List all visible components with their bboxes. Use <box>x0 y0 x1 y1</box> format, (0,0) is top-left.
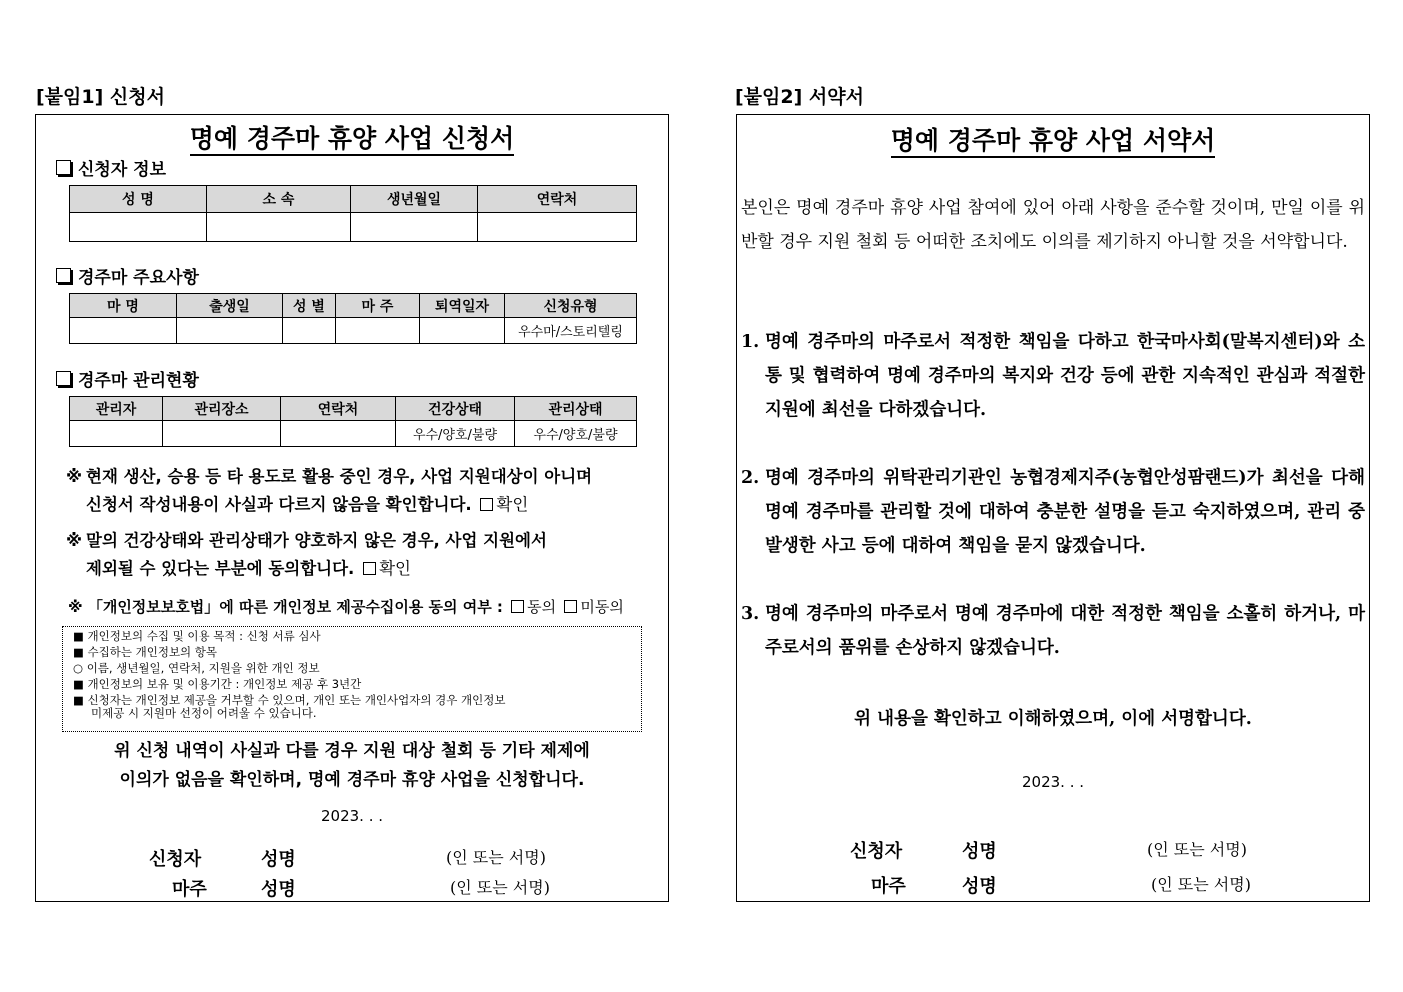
col-header: 연락처 <box>281 397 396 421</box>
input-cell-manager-contact[interactable] <box>281 421 396 447</box>
application-title: 명예 경주마 휴양 사업 신청서 <box>36 119 668 155</box>
section-applicant-info <box>56 155 166 180</box>
col-header: 성 명 <box>70 186 207 213</box>
sig-stamp[interactable]: (인 또는 서명) <box>1147 840 1247 859</box>
privacy-line: ■ 수집하는 개인정보의 항목 <box>73 645 218 659</box>
col-header: 마 주 <box>336 294 420 318</box>
pledge-item-3: 3. 명예 경주마의 마주로서 명예 경주마에 대한 적정한 책임을 소홀히 하거나, 마주로서의 품위를 손상하지 않겠습니다. <box>741 604 1365 658</box>
pledge-item-1: 1. 명예 경주마의 마주로서 적정한 책임을 다하고 한국마사회(말복지센터)와 소통 및 협력하여 명예 경주마의 복지와 건강 등에 관한 지속적인 관심과 적절한 지원에 최선을 다하겠습니다. <box>741 332 1365 420</box>
privacy-line: ■ 개인정보의 수집 및 이용 목적 : 신청 서류 심사 <box>73 629 321 643</box>
agree-checkbox[interactable] <box>511 600 524 613</box>
note-line: 신청서 작성내용이 사실과 다르지 않음을 확인합니다. <box>86 495 472 514</box>
section-horse-details <box>56 263 199 288</box>
pledge-confirm: 위 내용을 확인하고 이해하였으며, 이에 서명합니다. <box>854 709 1252 729</box>
sig-field: 성명 <box>261 849 296 870</box>
note-line: 현재 생산, 승용 등 타 용도로 활용 중인 경우, 사업 지원대상이 아니며 <box>86 467 593 486</box>
sig-field: 성명 <box>962 841 997 862</box>
input-cell-name[interactable] <box>70 213 207 242</box>
col-header: 마 명 <box>70 294 177 318</box>
confirm-label: 확인 <box>496 495 529 514</box>
note-2: ※ 말의 건강상태와 관리상태가 양호하지 않은 경우, 사업 지원에서 제외될 수 있다는 부분에 동의합니다. 확인 <box>66 527 656 583</box>
input-cell-status[interactable]: 우수/양호/불량 <box>515 421 637 447</box>
date-line: 2023. . . <box>320 807 383 825</box>
pledge-intro: 본인은 명예 경주마 휴양 사업 참여에 있어 아래 사항을 준수할 것이며, 만일 이를 위반할 경우 지원 철회 등 어떠한 조치에도 이의를 제기하지 아니할 것을 서약합니다. <box>741 198 1365 252</box>
note-line: 말의 건강상태와 관리상태가 양호하지 않은 경우, 사업 지원에서 <box>86 531 547 550</box>
signature-owner <box>737 872 1371 897</box>
col-header: 성 별 <box>283 294 336 318</box>
checkbox-bullet-icon <box>56 160 71 175</box>
consent-text: 「개인정보보호법」에 따른 개인정보 제공수집이용 동의 여부 : <box>87 598 503 616</box>
pledge-form <box>736 114 1370 902</box>
attachment-label-2: [붙임2] 서약서 <box>735 86 864 108</box>
note-line: 제외될 수 있다는 부분에 동의합니다. <box>86 559 355 578</box>
input-cell-manager[interactable] <box>70 421 163 447</box>
col-header: 관리상태 <box>515 397 637 421</box>
confirm-checkbox[interactable] <box>363 562 376 575</box>
signature-owner <box>36 875 670 900</box>
sig-role: 마주 <box>172 879 207 900</box>
signature-applicant <box>36 845 670 870</box>
col-header: 신청유형 <box>505 294 637 318</box>
confirm-checkbox[interactable] <box>480 498 493 511</box>
col-header: 건강상태 <box>396 397 515 421</box>
sig-stamp[interactable]: (인 또는 서명) <box>1151 875 1251 894</box>
col-header: 생년월일 <box>351 186 478 213</box>
input-cell-retire-date[interactable] <box>420 318 505 344</box>
sig-stamp[interactable]: (인 또는 서명) <box>450 878 550 897</box>
privacy-info-box <box>62 626 642 732</box>
input-cell-contact[interactable] <box>478 213 637 242</box>
attachment-label-1: [붙임1] 신청서 <box>36 86 165 108</box>
privacy-line: ■ 개인정보의 보유 및 이용기간 : 개인정보 제공 후 3년간 <box>73 677 362 691</box>
declaration: 위 신청 내역이 사실과 다를 경우 지원 대상 철회 등 기타 제제에 이의가 없음을 확인하며, 명예 경주마 휴양 사업을 신청합니다. <box>114 741 590 790</box>
sig-field: 성명 <box>261 879 296 900</box>
checkbox-bullet-icon <box>56 268 71 283</box>
sig-stamp[interactable]: (인 또는 서명) <box>446 848 546 867</box>
disagree-checkbox[interactable] <box>564 600 577 613</box>
col-header: 출생일 <box>177 294 283 318</box>
input-cell-application-type[interactable]: 우수마/스토리텔링 <box>505 318 637 344</box>
privacy-consent: ※ 「개인정보보호법」에 따른 개인정보 제공수집이용 동의 여부 : 동의 미동의 <box>68 598 624 616</box>
col-header: 관리자 <box>70 397 163 421</box>
input-cell-owner[interactable] <box>336 318 420 344</box>
privacy-line: ■ 신청자는 개인정보 제공을 거부할 수 있으며, 개인 또는 개인사업자의 경우 개인정보 <box>73 693 506 707</box>
input-cell-affiliation[interactable] <box>207 213 351 242</box>
agree-label: 동의 <box>527 598 557 616</box>
horse-table <box>69 293 637 344</box>
col-header: 퇴역일자 <box>420 294 505 318</box>
checkbox-bullet-icon <box>56 371 71 386</box>
sig-role: 신청자 <box>149 849 202 870</box>
input-cell-location[interactable] <box>163 421 281 447</box>
input-cell-horse-name[interactable] <box>70 318 177 344</box>
input-cell-birthdate[interactable] <box>351 213 478 242</box>
pledge-item-2: 2. 명예 경주마의 위탁관리기관인 농협경제지주(농협안성팜랜드)가 최선을 다해 명예 경주마를 관리할 것에 대하여 충분한 설명을 듣고 숙지하였으며, 관리 중 발생한 사고 등에 대하여 책임을 묻지 않겠습니다. <box>741 468 1365 556</box>
management-table <box>69 396 637 447</box>
pledge-title: 명예 경주마 휴양 사업 서약서 <box>737 121 1369 157</box>
signature-applicant <box>737 837 1371 862</box>
sig-role: 신청자 <box>850 841 903 862</box>
section-horse-management <box>56 366 199 391</box>
applicant-table <box>69 185 637 242</box>
col-header: 관리장소 <box>163 397 281 421</box>
col-header: 소 속 <box>207 186 351 213</box>
note-1: ※ 현재 생산, 승용 등 타 용도로 활용 중인 경우, 사업 지원대상이 아니며 신청서 작성내용이 사실과 다르지 않음을 확인합니다. 확인 <box>66 463 656 519</box>
input-cell-health[interactable]: 우수/양호/불량 <box>396 421 515 447</box>
col-header: 연락처 <box>478 186 637 213</box>
input-cell-birth[interactable] <box>177 318 283 344</box>
section-heading: 신청자 정보 <box>78 160 167 180</box>
input-cell-sex[interactable] <box>283 318 336 344</box>
privacy-line: 미제공 시 지원마 선정이 어려울 수 있습니다. <box>91 706 317 720</box>
date-line: 2023. . . <box>1021 773 1084 791</box>
application-form <box>35 114 669 902</box>
sig-field: 성명 <box>962 876 997 897</box>
disagree-label: 미동의 <box>580 598 624 616</box>
sig-role: 마주 <box>871 876 906 897</box>
section-heading: 경주마 관리현황 <box>78 371 199 391</box>
privacy-line: ○ 이름, 생년월일, 연락처, 지원을 위한 개인 정보 <box>73 661 320 675</box>
confirm-label: 확인 <box>379 559 411 578</box>
section-heading: 경주마 주요사항 <box>78 268 199 288</box>
